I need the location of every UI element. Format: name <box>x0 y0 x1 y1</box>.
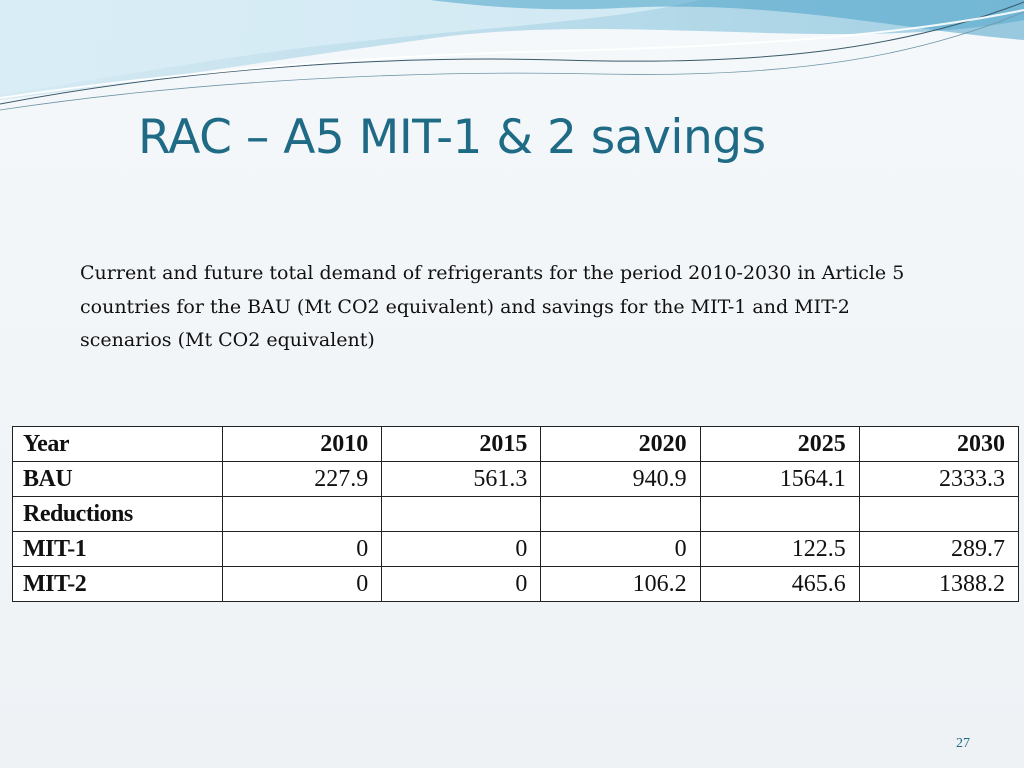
table-cell: 122.5 <box>700 532 859 567</box>
header-cell-2030: 2030 <box>859 427 1018 462</box>
header-cell-year: Year <box>13 427 223 462</box>
table-cell: 106.2 <box>541 567 700 602</box>
table-row-mit-1 <box>13 532 1019 567</box>
refrigerant-demand-table <box>12 426 1019 602</box>
table-cell: 0 <box>382 532 541 567</box>
table-cell: 1388.2 <box>859 567 1018 602</box>
header-cell-2020: 2020 <box>541 427 700 462</box>
table-cell: 0 <box>223 567 382 602</box>
row-label-reductions: Reductions <box>13 497 223 532</box>
table-caption: Current and future total demand of refrigerants for the period 2010-2030 in Article 5 countries for the BAU (Mt CO2 equivalent) and savings for the MIT-1 and MIT-2 scenarios (Mt CO2 equivalent) <box>80 262 905 351</box>
table-cell: 227.9 <box>223 462 382 497</box>
table-cell: 2333.3 <box>859 462 1018 497</box>
table-cell <box>382 497 541 532</box>
header-cell-2015: 2015 <box>382 427 541 462</box>
header-cell-2025: 2025 <box>700 427 859 462</box>
table-cell: 289.7 <box>859 532 1018 567</box>
table-cell <box>859 497 1018 532</box>
table-cell: 561.3 <box>382 462 541 497</box>
table-row-reductions <box>13 497 1019 532</box>
table-cell: 0 <box>541 532 700 567</box>
table-row-bau <box>13 462 1019 497</box>
row-label-bau: BAU <box>13 462 223 497</box>
slide-page-number: 27 <box>956 736 970 751</box>
table-header-row <box>13 427 1019 462</box>
table-cell: 940.9 <box>541 462 700 497</box>
table-cell: 1564.1 <box>700 462 859 497</box>
row-label-mit-2: MIT-2 <box>13 567 223 602</box>
table-cell <box>541 497 700 532</box>
table-cell: 465.6 <box>700 567 859 602</box>
table-cell: 0 <box>223 532 382 567</box>
table-row-mit-2 <box>13 567 1019 602</box>
header-cell-2010: 2010 <box>223 427 382 462</box>
table-cell <box>223 497 382 532</box>
row-label-mit-1: MIT-1 <box>13 532 223 567</box>
slide-title: RAC – A5 MIT-1 & 2 savings <box>138 110 766 165</box>
table-cell <box>700 497 859 532</box>
header-wave-decoration <box>0 0 1024 120</box>
table-cell: 0 <box>382 567 541 602</box>
